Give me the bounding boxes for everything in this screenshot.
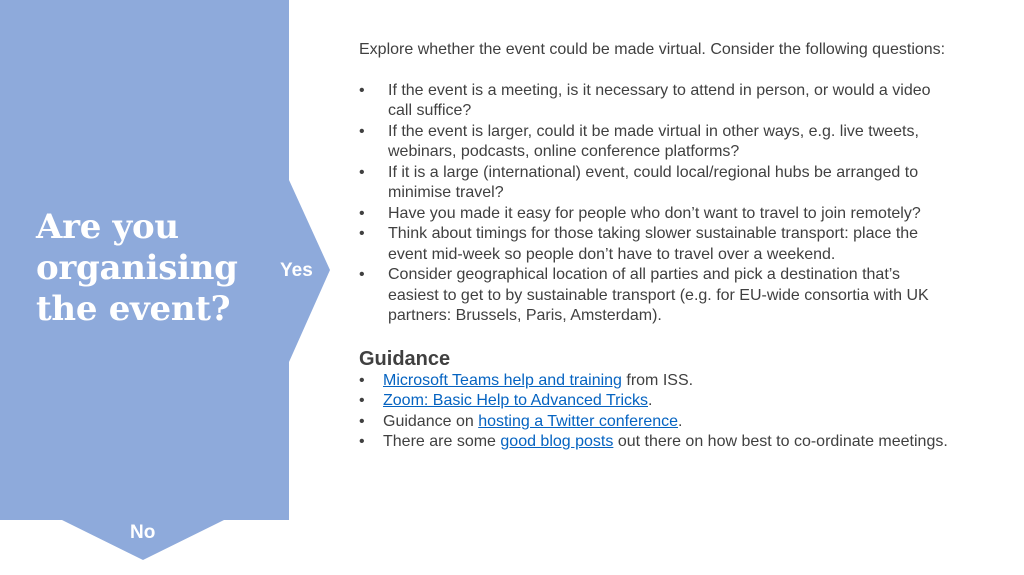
- guidance-heading: Guidance: [359, 347, 451, 370]
- list-item: [359, 163, 949, 204]
- teams-help-link[interactable]: Microsoft Teams help and training: [383, 371, 622, 389]
- question-text: If it is a large (international) event, could local/regional hubs be arranged to minimise travel?: [388, 163, 919, 201]
- list-item: [359, 224, 949, 265]
- guidance-item: [359, 412, 949, 433]
- twitter-conference-link[interactable]: hosting a Twitter conference: [478, 412, 679, 430]
- guidance-item: [359, 391, 949, 412]
- intro-text: Explore whether the event could be made virtual. Consider the following questions:: [359, 41, 946, 58]
- list-item: [359, 204, 949, 225]
- guidance-text-after: .: [648, 392, 653, 409]
- blog-posts-link[interactable]: good blog posts: [500, 433, 614, 450]
- bullet-icon: •: [359, 371, 365, 389]
- no-branch-label: No: [130, 522, 156, 543]
- question-text: Think about timings for those taking slower sustainable transport: place the event mid-week so people don’t have to travel over a weekend.: [388, 225, 919, 263]
- guidance-text-after: .: [678, 412, 683, 430]
- guidance-text-before: There are some: [383, 433, 501, 450]
- guidance-item: [359, 432, 949, 453]
- content-panel: [359, 40, 949, 453]
- bullet-icon: •: [359, 81, 365, 99]
- bullet-icon: •: [359, 122, 365, 140]
- list-item: [359, 81, 949, 122]
- question-text: If the event is larger, could it be made virtual in other ways, e.g. live tweets, webinars, podcasts, online conference platforms?: [388, 122, 919, 160]
- question-text: Consider geographical location of all parties and pick a destination that’s easiest to get to by sustainable transport (e.g. for EU-wide consortia with UK partners: Brussels, Paris, Amsterdam).: [388, 266, 929, 324]
- guidance-text-before: Guidance on: [383, 412, 479, 430]
- question-text: If the event is a meeting, is it necessary to attend in person, or would a video call suffice?: [388, 81, 931, 119]
- list-item: [359, 122, 949, 163]
- bullet-icon: •: [359, 225, 365, 242]
- question-list: [359, 81, 949, 327]
- bullet-icon: •: [359, 163, 365, 181]
- bullet-icon: •: [359, 433, 365, 450]
- bullet-icon: •: [359, 266, 365, 283]
- guidance-text-after: out there on how best to co-ordinate meetings.: [613, 433, 948, 450]
- yes-branch-label: Yes: [280, 260, 313, 281]
- guidance-text-after: from ISS.: [621, 371, 694, 389]
- bullet-icon: •: [359, 204, 365, 222]
- decision-question: Are you organising the event?: [36, 207, 238, 329]
- bullet-icon: •: [359, 412, 365, 430]
- bullet-icon: •: [359, 392, 365, 409]
- zoom-help-link[interactable]: Zoom: Basic Help to Advanced Tricks: [383, 392, 648, 409]
- list-item: [359, 265, 949, 327]
- guidance-list: [359, 371, 949, 453]
- guidance-item: [359, 371, 949, 392]
- question-text: Have you made it easy for people who don’t want to travel to join remotely?: [388, 204, 921, 222]
